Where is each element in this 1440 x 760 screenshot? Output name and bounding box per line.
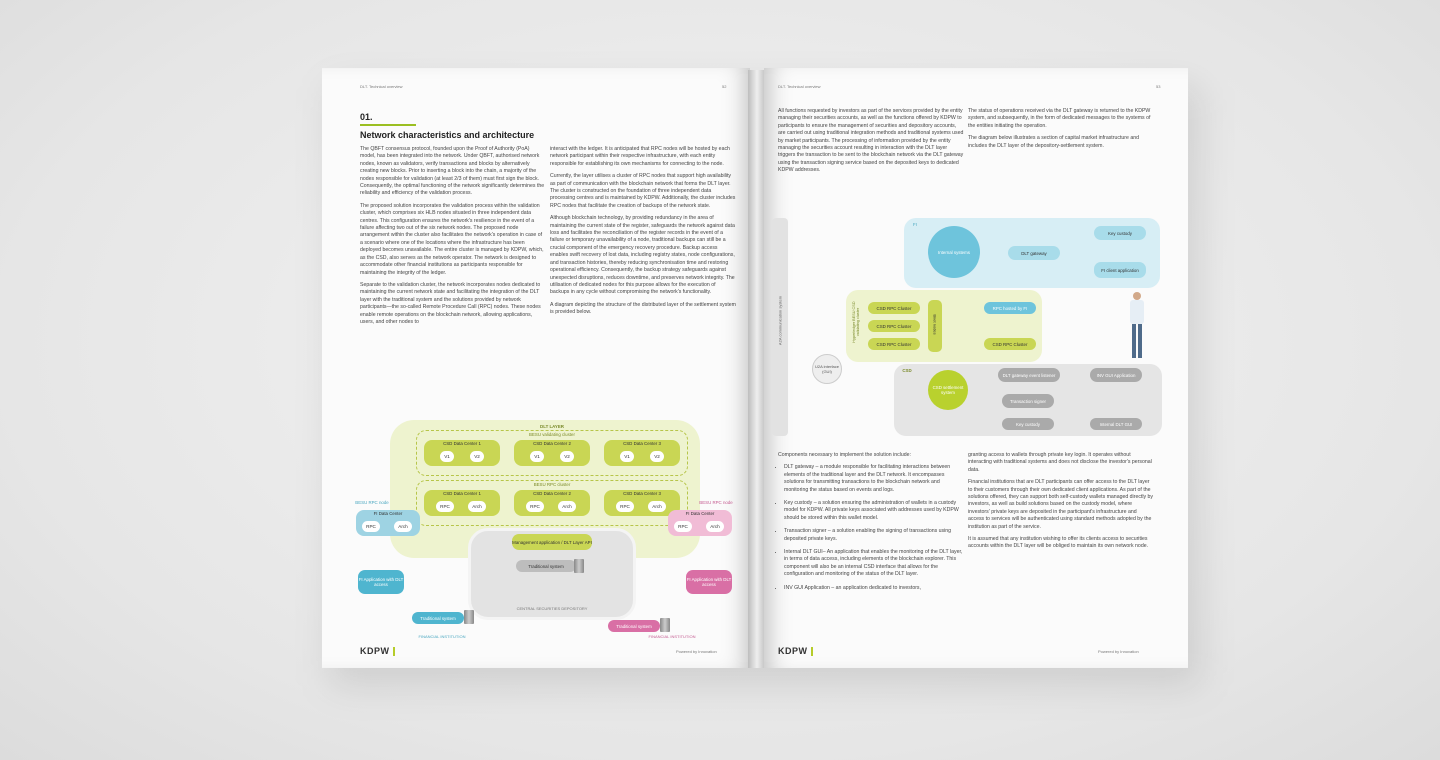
paragraph: It is assumed that any institution wishing to offer its clients access to securities accounts within the DLT layer will be obliged to maintain its own network node. [968, 536, 1149, 550]
fi-application-left: FI Application with DLT access [358, 570, 404, 594]
dlt-gateway-listener: DLT gateway event listener [998, 368, 1060, 382]
server-icon [574, 559, 584, 573]
logo-text: KDPW [360, 645, 390, 656]
rpc-node: RPC [616, 501, 634, 512]
left-page-number: 52 [722, 84, 727, 89]
left-column-1 [360, 146, 546, 331]
section-title: Network characteristics and architecture [360, 130, 535, 140]
list-item: • Internal DLT GUI– An application that enables the monitoring of the DLT layer, in terms of data access, including elements of the blockchain explorer. This component will also be an internal CSD interface that allows for the configuration and monitoring of the status of the DLT layer. [784, 549, 964, 579]
list-item: • INV GUI Application – an application dedicated to investors, [784, 585, 964, 592]
data-center-label: CSD Data Center 2 [533, 441, 571, 446]
validator-node: V2 [560, 451, 574, 462]
logo-bar [393, 647, 395, 656]
csd-rpc-cluster-3: CSD RPC Cluster [868, 338, 920, 350]
archive-node: Arch [394, 521, 412, 532]
fi-application-right: FI Application with DLT access [686, 570, 732, 594]
left-running-header: DLT. Technical overview [360, 84, 403, 89]
section-rule [360, 124, 416, 126]
right-column-2-bottom [968, 452, 1154, 556]
logo-bar [811, 647, 813, 656]
archive-node: Arch [468, 501, 486, 512]
internal-dlt-gui: Internal DLT GUI [1090, 418, 1142, 430]
fi-area-label: FINANCIAL INSTITUTION [418, 634, 466, 639]
list-item: • Key custody – a solution ensuring the administration of wallets in a custody model for KDPW. All private keys associated with addresses used by KDPW should be stored within this wallet model. [784, 500, 964, 522]
paragraph: interact with the ledger. It is anticipated that RPC nodes will be hosted by each network participant within their respective infrastructure, with each entity responsible for establishing its own mechanisms for connecting to the node. [550, 146, 730, 167]
dlt-architecture-diagram [352, 420, 742, 648]
inv-gui-app: INV GUI Application [1090, 368, 1142, 382]
components-list [778, 464, 964, 592]
data-center-label: CSD Data Center 3 [623, 491, 661, 496]
csd-settlement-system: CSD settlement system [928, 370, 968, 410]
data-center-label: CSD Data Center 1 [443, 441, 481, 446]
csd-rpc-cluster-2: CSD RPC Cluster [868, 320, 920, 332]
management-app: Management application / DLT Layer API [512, 534, 592, 550]
section-number: 01. [360, 112, 373, 122]
data-center-label: CSD Data Center 1 [443, 491, 481, 496]
validator-node: V2 [650, 451, 664, 462]
fi-area-label: FINANCIAL INSTITUTION [648, 634, 696, 639]
archive-node: Arch [648, 501, 666, 512]
archive-node: Arch [706, 521, 724, 532]
fi-data-center-label: FI Data Center [685, 511, 715, 516]
paragraph: The diagram below illustrates a section of capital market infrastructure and includes the DLT layer of the depository-settlement system. [968, 135, 1139, 149]
data-center-label: CSD Data Center 2 [533, 491, 571, 496]
infrastructure-diagram [772, 218, 1162, 438]
left-page [322, 68, 750, 668]
right-column-1-top [778, 108, 964, 180]
right-page [764, 68, 1188, 668]
list-item: • DLT gateway – a module responsible for facilitating interactions between elements of the traditional layer and the DLT network. It encompasses solutions for transmitting transactions to the blockchain network and monitoring the status based on events and logs. [784, 464, 964, 494]
paragraph: The status of operations received via the DLT gateway is returned to the KDPW system, and subsequently, in the form of dedicated messages to the systems of the entities initiating the operation. [968, 108, 1151, 129]
csd-rpc-cluster-4: CSD RPC Cluster [984, 338, 1036, 350]
right-column-1-bottom [778, 452, 964, 598]
besu-label: Hyperledger BESU CSD validating cluster [852, 301, 860, 343]
fi-label: FI [913, 222, 917, 227]
footer-tagline: Powered by Innovation [1098, 649, 1139, 654]
paragraph: granting access to wallets through private key login. It operates without interacting with traditional systems and does not disclose the investor's personal data. [968, 452, 1152, 473]
server-icon [660, 618, 670, 632]
dlt-gateway-fi: DLT gateway [1008, 246, 1060, 260]
validator-node: V1 [440, 451, 454, 462]
u2a-interface: U2A interface (GUI) [812, 354, 842, 384]
paragraph: The QBFT consensus protocol, founded upon the Proof of Authority (PoA) model, has been integrated into the network. Under QBFT, authorised network nodes, known as validators, verify transactions and blocks by alternatively creating new blocks. Prior to inserting a block into the chain, a majority of the nodes responsible for validation (at least 2/3 of them) must first sign the block. Consequently, the optimal functioning of the network significantly determines the reliability and efficiency of the validation process. [360, 146, 545, 197]
paragraph: Currently, the layer utilises a cluster of RPC nodes that support high availability as part of communication with the blockchain network that forms the DLT layer. The cluster is constructed on the foundation of three independent data processing centres and is maintained by KDPW. Additionally, the cluster includes RPC nodes that facilitate the creation of backups of the network state. [550, 173, 736, 209]
right-column-2-top [968, 108, 1154, 155]
besu-rpc-node-label: BESU RPC node [699, 500, 733, 505]
list-item: • Transaction signer – a solution enabling the signing of transactions using deposited private keys. [784, 528, 964, 543]
components-intro: Components necessary to implement the solution include: [778, 452, 911, 458]
csd-area-label: CENTRAL SECURITIES DEPOSITORY [516, 606, 588, 611]
fi-traditional-system-right: Traditional system [608, 620, 660, 632]
key-custody-fi: Key custody [1094, 226, 1146, 240]
transaction-signer: Transaction signer [1002, 394, 1054, 408]
validator-node: V1 [620, 451, 634, 462]
internal-systems: Internal systems [928, 226, 980, 278]
rpc-cluster-label: BESU RPC cluster [533, 482, 571, 487]
csd-rpc-cluster-1: CSD RPC Cluster [868, 302, 920, 314]
rpc-node: RPC [674, 521, 692, 532]
key-custody-csd: Key custody [1002, 418, 1054, 430]
person-icon [1128, 292, 1146, 362]
rpc-node: RPC [526, 501, 544, 512]
validator-node: V2 [470, 451, 484, 462]
rpc-hosted-by-fi: RPC hosted by FI [984, 302, 1036, 314]
footer-tagline: Powered by Innovation [676, 649, 717, 654]
csd-traditional-system: Traditional system [516, 560, 576, 572]
validating-cluster-label: BESU validating cluster [529, 432, 575, 437]
validator-node: V1 [530, 451, 544, 462]
paragraph: All functions requested by investors as part of the services provided by the entity managing their securities accounts, as well as the functions offered by KDPW to participants to ensure the management of securities and depository accounts, are carried out using traditional integration methods and traditional systems used by market participants. The processing of information provided by the entity managing the securities account resulting in interaction with the DLT layer triggers the transaction to be sent to the blockchain network via the DLT gateway using the transaction signing service based on the deposited keys to dedicated KDPW addresses. [778, 108, 964, 174]
a2a-label: A2A communication system [777, 295, 783, 346]
besu-rpc-node-label: BESU RPC node [355, 500, 389, 505]
rpc-node: RPC [436, 501, 454, 512]
left-column-2 [550, 146, 736, 322]
bnet-nodes-label: Bnet nodes [932, 314, 938, 335]
kdpw-logo [778, 646, 813, 656]
right-running-header: DLT. Technical overview [778, 84, 821, 89]
right-page-number: 53 [1156, 84, 1161, 89]
server-icon [464, 610, 474, 624]
paragraph: Separate to the validation cluster, the network incorporates nodes dedicated to maintaining the current network state and facilitating the integration of the DLT layer with the traditional system and the solutions provided by network participants—the so-called Remote Procedure Call (RPC) nodes. These nodes enable remote operations on the blockchain network, allowing applications, users, and other nodes to [360, 281, 541, 325]
paragraph: A diagram depicting the structure of the distributed layer of the settlement system is provided below. [550, 301, 736, 316]
csd-label: CSD [902, 368, 912, 373]
fi-data-center-label: FI Data Center [373, 511, 403, 516]
paragraph: Although blockchain technology, by providing redundancy in the area of maintaining the current state of the register, safeguards the network against data loss and facilitates the reconciliation of the register records in the event of a failure or temporary unavailability of a node, traditional backups can still be a crucial component of the emergency recovery procedure. Backup access enables swift recovery of lost data, including registry states, node configurations, and transaction histories, thereby reducing synchronisation time and restoring operational efficiency. Consequently, the backup strategy safeguards against unexpected disruptions, reduces downtime, and preserves network integrity. The utilisation of dedicated nodes for this purpose allows for the execution of backups in any cycle without compromising the network's functionality. [550, 215, 735, 296]
fi-client-app: FI client application [1094, 262, 1146, 278]
paragraph: Financial institutions that are DLT participants can offer access to the DLT layer to their customers through their own dedicated client applications. As part of the solutions offered, they can support both self-custody wallets managed directly by investors, as well as build solutions based on the custody model, where investors' private keys are deposited in the participant's infrastructure and access to services will be authenticated using standard methods adopted by the institution as part of the service. [968, 479, 1154, 530]
logo-text: KDPW [778, 645, 808, 656]
paragraph: The proposed solution incorporates the validation process within the validation cluster, which comprises six HLB nodes situated in three independent data centres. This configuration ensures the network's resilience in the event of a failure affecting two out of the six network nodes. The proposed node arrangement within the cluster also facilitates the network's operation in case of a scenario where one of the locations where the infrastructure has been deployed becomes unavailable. The entire cluster is managed by KDPW, which, as the CSD, also serves as the network operator. The network is designed to accommodate other financial institutions as participants responsible for maintaining the integrity of the ledger. [360, 202, 544, 276]
data-center-label: CSD Data Center 3 [623, 441, 661, 446]
archive-node: Arch [558, 501, 576, 512]
fi-traditional-system-left: Traditional system [412, 612, 464, 624]
dlt-layer-label: DLT LAYER [540, 424, 564, 429]
kdpw-logo [360, 646, 395, 656]
rpc-node: RPC [362, 521, 380, 532]
